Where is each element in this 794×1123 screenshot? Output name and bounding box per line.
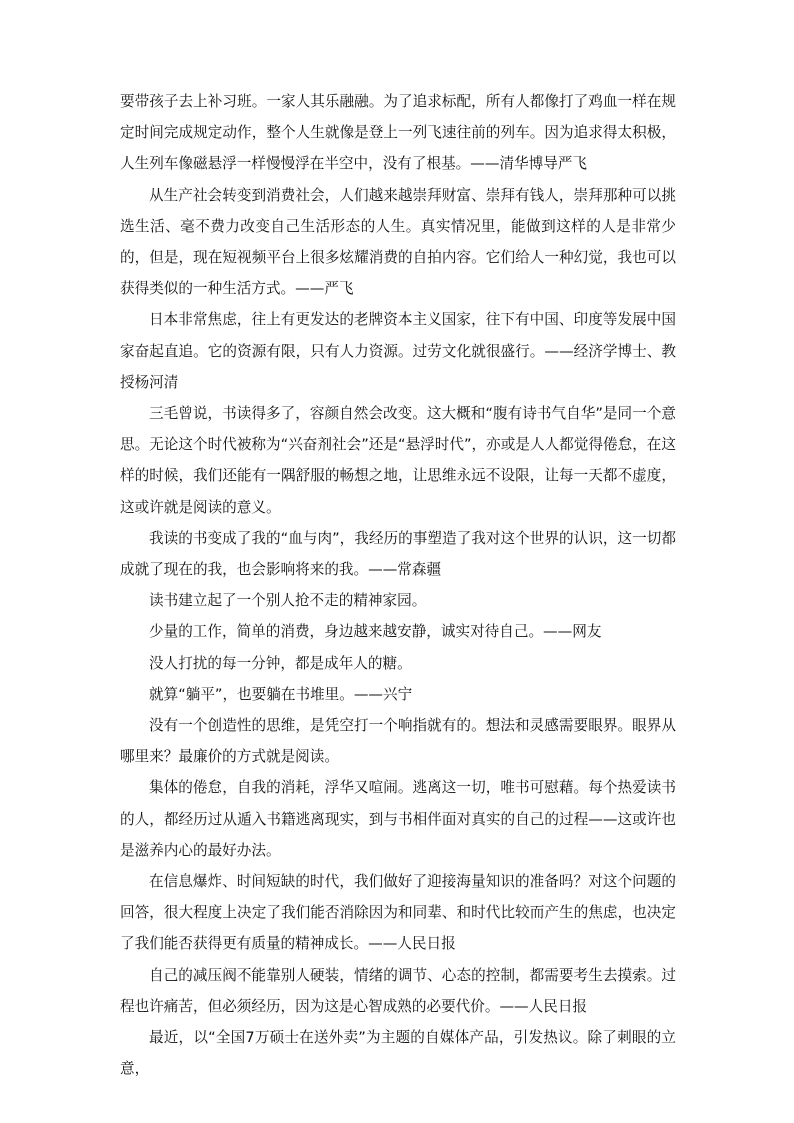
paragraph-1: 要带孩子去上补习班。一家人其乐融融。为了追求标配，所有人都像打了鸡血一样在规定时间完成规定动作，整个人生就像是登上一列飞速往前的列车。因为追求得太积极，人生列车像磁悬浮一样慢慢浮在半空中，没有了根基。——清华博导严飞: [120, 93, 676, 173]
paragraph-13: 自己的减压阀不能靠别人硬装，情绪的调节、心态的控制，都需要考生去摸索。过程也许痛苦，但必须经历，因为这是心智成熟的必要代价。——人民日报: [120, 966, 676, 1015]
document-body: [120, 86, 676, 1085]
paragraph-14: 最近，以“全国7万硕士在送外卖”为主题的自媒体产品，引发热议。除了刺眼的立意，: [120, 1029, 676, 1078]
paragraph-4: 三毛曾说，书读得多了，容颜自然会改变。这大概和“腹有诗书气自华”是同一个意思。无论这个时代被称为“兴奋剂社会”还是“悬浮时代”，亦或是人人都觉得倦怠，在这样的时候，我们还能有一隅舒服的畅想之地，让思维永远不设限，让每一天都不虚度，这或许就是阅读的意义。: [120, 405, 676, 516]
paragraph-11: 集体的倦怠，自我的消耗，浮华又喧闹。逃离这一切，唯书可慰藉。每个热爱读书的人，都经历过从遁入书籍逃离现实，到与书相伴面对真实的自己的过程——这或许也是滋养内心的最好办法。: [120, 779, 676, 859]
paragraph-5: 我读的书变成了我的“血与肉”，我经历的事塑造了我对这个世界的认识，这一切都成就了现在的我，也会影响将来的我。——常森疆: [120, 529, 676, 579]
paragraph-2: 从生产社会转变到消费社会，人们越来越崇拜财富、崇拜有钱人，崇拜那种可以挑选生活、毫不费力改变自己生活形态的人生。真实情况里，能做到这样的人是非常少的，但是，现在短视频平台上很多炫耀消费的自拍内容。它们给人一种幻觉，我也可以获得类似的一种生活方式。——严飞: [120, 186, 676, 298]
paragraph-8: 没人打扰的每一分钟，都是成年人的糖。: [149, 654, 412, 672]
paragraph-9: 就算“躺平”，也要躺在书堆里。——兴宁: [149, 685, 413, 703]
paragraph-3: 日本非常焦虑，往上有更发达的老牌资本主义国家，往下有中国、印度等发展中国家奋起直追。它的资源有限，只有人力资源。过劳文化就很盛行。——经济学博士、教授杨河清: [120, 311, 676, 391]
paragraph-7: 少量的工作，简单的消费，身边越来越安静，诚实对待自己。——网友: [149, 623, 602, 641]
paragraph-6: 读书建立起了一个别人抢不走的精神家园。: [149, 592, 427, 610]
paragraph-10: 没有一个创造性的思维，是凭空打一个响指就有的。想法和灵感需要眼界。眼界从哪里来？最廉价的方式就是阅读。: [120, 717, 676, 766]
paragraph-12: 在信息爆炸、时间短缺的时代，我们做好了迎接海量知识的准备吗？对这个问题的回答，很大程度上决定了我们能否消除因为和同辈、和时代比较而产生的焦虑，也决定了我们能否获得更有质量的精神成长。——人民日报: [120, 873, 676, 953]
